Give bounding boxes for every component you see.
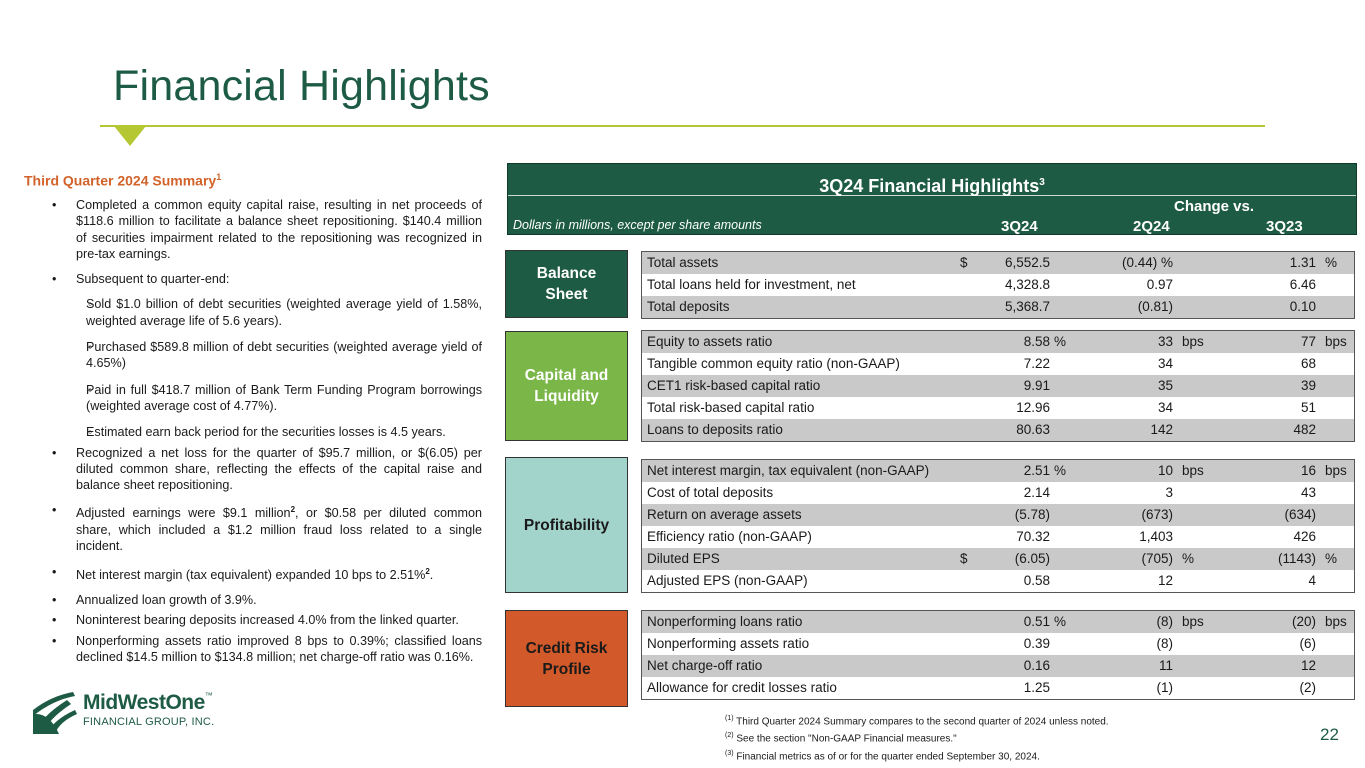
summary-bullet: • Noninterest bearing deposits increased 4.0% from the linked quarter. (24, 612, 482, 628)
summary-bullet: • Recognized a net loss for the quarter of $95.7 million, or $(6.05) per diluted common share, reflecting the effects of the capital raise and balance sheet repositioning. (24, 445, 482, 494)
cell-label: Total assets (647, 255, 719, 270)
cell-u1: % (1054, 463, 1067, 478)
summary-bullet: • Annualized loan growth of 3.9%. (24, 592, 482, 608)
col-header-3q24: 3Q24 (1001, 218, 1038, 235)
table-row (642, 526, 1354, 548)
table-row (642, 296, 1354, 318)
table-row (642, 633, 1354, 655)
col-header-2q24: 2Q24 (1133, 218, 1170, 235)
cell-dol: $ (960, 551, 968, 566)
cell-v2: 35 (1157, 378, 1173, 393)
cell-v1: 0.16 (1023, 658, 1050, 673)
cell-v2: (673) (1141, 507, 1173, 522)
cell-v2: (0.44) % (1121, 255, 1173, 270)
cell-v1: 8.58 (1023, 334, 1050, 349)
balance-sheet-table (641, 251, 1355, 319)
company-logo (33, 690, 223, 736)
cell-v3: 426 (1293, 529, 1316, 544)
cell-label: Allowance for credit losses ratio (647, 680, 837, 695)
cell-label: Net interest margin, tax equivalent (non-GAAP) (647, 463, 930, 478)
table-title: 3Q24 Financial Highlights$^3$ (508, 164, 1356, 196)
cell-label: Adjusted EPS (non-GAAP) (647, 573, 808, 588)
cell-v1: 6,552.5 (1004, 255, 1050, 270)
summary-bullet: • Net interest margin (tax equivalent) expanded 10 bps to 2.51%$^2$. (24, 564, 482, 583)
footnote: $^{(3)}$ Financial metrics as of or for the quarter ended September 30, 2024. (725, 749, 1040, 762)
summary-sub-bullet: ◦ Estimated earn back period for the securities losses is 4.5 years. (24, 424, 482, 440)
summary-bullet: • Nonperforming assets ratio improved 8 bps to 0.39%; classified loans declined $14.5 million to $134.8 million; net charge-off ratio was 0.16%. (24, 633, 482, 666)
cell-label: Diluted EPS (647, 551, 720, 566)
footnote: $^{(2)}$ See the section "Non-GAAP Financial measures." (725, 732, 957, 745)
cell-v3: 1.31 (1289, 255, 1316, 270)
cell-label: Tangible common equity ratio (non-GAAP) (647, 356, 900, 371)
cell-v2: 0.97 (1146, 277, 1173, 292)
cell-u3: % (1325, 255, 1338, 270)
cell-label: Total deposits (647, 299, 730, 314)
cell-v1: 2.51 (1023, 463, 1050, 478)
cell-v2: 12 (1157, 573, 1173, 588)
cell-v3: 4 (1308, 573, 1316, 588)
table-row (642, 677, 1354, 699)
table-row (642, 548, 1354, 570)
cell-v2: (8) (1156, 614, 1173, 629)
cell-v3: 0.10 (1289, 299, 1316, 314)
cell-label: Total risk-based capital ratio (647, 400, 815, 415)
table-header (507, 163, 1357, 235)
page-title: Financial Highlights (113, 62, 490, 110)
cell-v1: (5.78) (1014, 507, 1050, 522)
table-row (642, 397, 1354, 419)
cell-v1: (6.05) (1014, 551, 1050, 566)
page-number: 22 (1320, 725, 1339, 744)
cell-v1: 4,328.8 (1004, 277, 1050, 292)
table-row (642, 353, 1354, 375)
table-row (642, 419, 1354, 441)
summary-sub-bullet: ◦ Purchased $589.8 million of debt securities (weighted average yield of 4.65%) (24, 339, 482, 372)
units-note: Dollars in millions, except per share amounts (513, 218, 762, 232)
col-header-3q23: 3Q23 (1266, 218, 1303, 235)
change-vs-label: Change vs. (1173, 198, 1255, 215)
cell-v3: 51 (1300, 400, 1316, 415)
cell-v3: (634) (1284, 507, 1316, 522)
category-capital-liquidity: Capital and Liquidity (505, 331, 628, 441)
credit-risk-table (641, 610, 1355, 700)
cell-label: Total loans held for investment, net (647, 277, 856, 292)
table-row (642, 655, 1354, 677)
divider-triangle (114, 126, 146, 146)
cell-u2: bps (1182, 614, 1204, 629)
cell-v3: 482 (1293, 422, 1316, 437)
table-row (642, 482, 1354, 504)
cell-v3: 77 (1300, 334, 1316, 349)
logo-name: MidWestOne™ (83, 691, 213, 714)
cell-label: Return on average assets (647, 507, 802, 522)
cell-v1: 70.32 (1016, 529, 1050, 544)
table-row (642, 570, 1354, 592)
cell-v3: 16 (1300, 463, 1316, 478)
cell-v1: 0.39 (1023, 636, 1050, 651)
cell-v2: 3 (1165, 485, 1173, 500)
cell-v2: 142 (1150, 422, 1173, 437)
cell-v1: 12.96 (1016, 400, 1050, 415)
cell-u3: bps (1325, 463, 1347, 478)
cell-u2: % (1182, 551, 1195, 566)
cell-v2: 34 (1157, 400, 1173, 415)
cell-label: Net charge-off ratio (647, 658, 763, 673)
profitability-table (641, 459, 1355, 593)
category-profitability: Profitability (505, 457, 628, 593)
table-row (642, 611, 1354, 633)
logo-subtitle: FINANCIAL GROUP, INC. (83, 716, 215, 728)
cell-v1: 5,368.7 (1004, 299, 1050, 314)
cell-v3: (6) (1299, 636, 1316, 651)
cell-v1: 9.91 (1023, 378, 1050, 393)
cell-u3: % (1325, 551, 1338, 566)
footnotes (725, 712, 1109, 764)
cell-v3: 6.46 (1289, 277, 1316, 292)
title-divider (100, 125, 1265, 127)
cell-v2: 34 (1157, 356, 1173, 371)
cell-dol: $ (960, 255, 968, 270)
table-row (642, 460, 1354, 482)
summary-sub-bullet: ◦ Paid in full $418.7 million of Bank Term Funding Program borrowings (weighted average cost of 4.77%). (24, 382, 482, 415)
summary-sub-bullet: ◦ Sold $1.0 billion of debt securities (weighted average yield of 1.58%, weighted average life of 5.6 years). (24, 296, 482, 329)
logo-mark-icon (33, 692, 77, 734)
cell-u3: bps (1325, 614, 1347, 629)
cell-u2: bps (1182, 334, 1204, 349)
cell-v3: 43 (1300, 485, 1316, 500)
cell-v3: (2) (1299, 680, 1316, 695)
cell-u1: % (1054, 614, 1067, 629)
cell-label: Nonperforming loans ratio (647, 614, 803, 629)
table-row (642, 274, 1354, 296)
cell-v2: 11 (1158, 658, 1173, 673)
cell-label: Efficiency ratio (non-GAAP) (647, 529, 812, 544)
cell-v2: 1,403 (1139, 529, 1173, 544)
cell-v2: (0.81) (1137, 299, 1173, 314)
cell-v1: 7.22 (1023, 356, 1050, 371)
cell-v2: 33 (1157, 334, 1173, 349)
category-balance-sheet: Balance Sheet (505, 250, 628, 318)
cell-v1: 0.51 (1023, 614, 1050, 629)
cell-v3: (1143) (1277, 551, 1316, 566)
table-row (642, 331, 1354, 353)
table-row (642, 252, 1354, 274)
cell-v1: 0.58 (1023, 573, 1050, 588)
cell-label: Loans to deposits ratio (647, 422, 783, 437)
cell-u1: % (1054, 334, 1067, 349)
summary-bullet: • Completed a common equity capital raise, resulting in net proceeds of $118.6 million to facilitate a balance sheet repositioning. $140.4 million of securities impairment related to the repositioning was recognized in pre-tax earnings. (24, 197, 482, 262)
summary-title: Third Quarter 2024 Summary$^1$ (24, 172, 222, 189)
summary-list (24, 197, 482, 674)
cell-v2: (705) (1141, 551, 1173, 566)
summary-bullet: • Subsequent to quarter-end: (24, 271, 482, 287)
capital-liquidity-table (641, 330, 1355, 442)
cell-v3: (20) (1291, 614, 1316, 629)
cell-v3: 68 (1300, 356, 1316, 371)
category-credit-risk: Credit Risk Profile (505, 610, 628, 707)
cell-v1: 1.25 (1023, 680, 1050, 695)
table-row (642, 504, 1354, 526)
cell-label: Nonperforming assets ratio (647, 636, 810, 651)
cell-u3: bps (1325, 334, 1347, 349)
cell-label: CET1 risk-based capital ratio (647, 378, 821, 393)
cell-v2: 10 (1157, 463, 1173, 478)
cell-v2: (1) (1156, 680, 1173, 695)
footnote: $^{(1)}$ Third Quarter 2024 Summary compares to the second quarter of 2024 unless noted. (725, 715, 1109, 728)
table-row (642, 375, 1354, 397)
summary-bullet: • Adjusted earnings were $9.1 million$^2$, or $0.58 per diluted common share, which included a $1.2 million fraud loss related to a single incident. (24, 502, 482, 554)
cell-v1: 2.14 (1023, 485, 1050, 500)
cell-label: Cost of total deposits (647, 485, 774, 500)
cell-v3: 12 (1300, 658, 1316, 673)
cell-v3: 39 (1300, 378, 1316, 393)
cell-v2: (8) (1156, 636, 1173, 651)
cell-u2: bps (1182, 463, 1204, 478)
cell-v1: 80.63 (1016, 422, 1050, 437)
cell-label: Equity to assets ratio (647, 334, 773, 349)
